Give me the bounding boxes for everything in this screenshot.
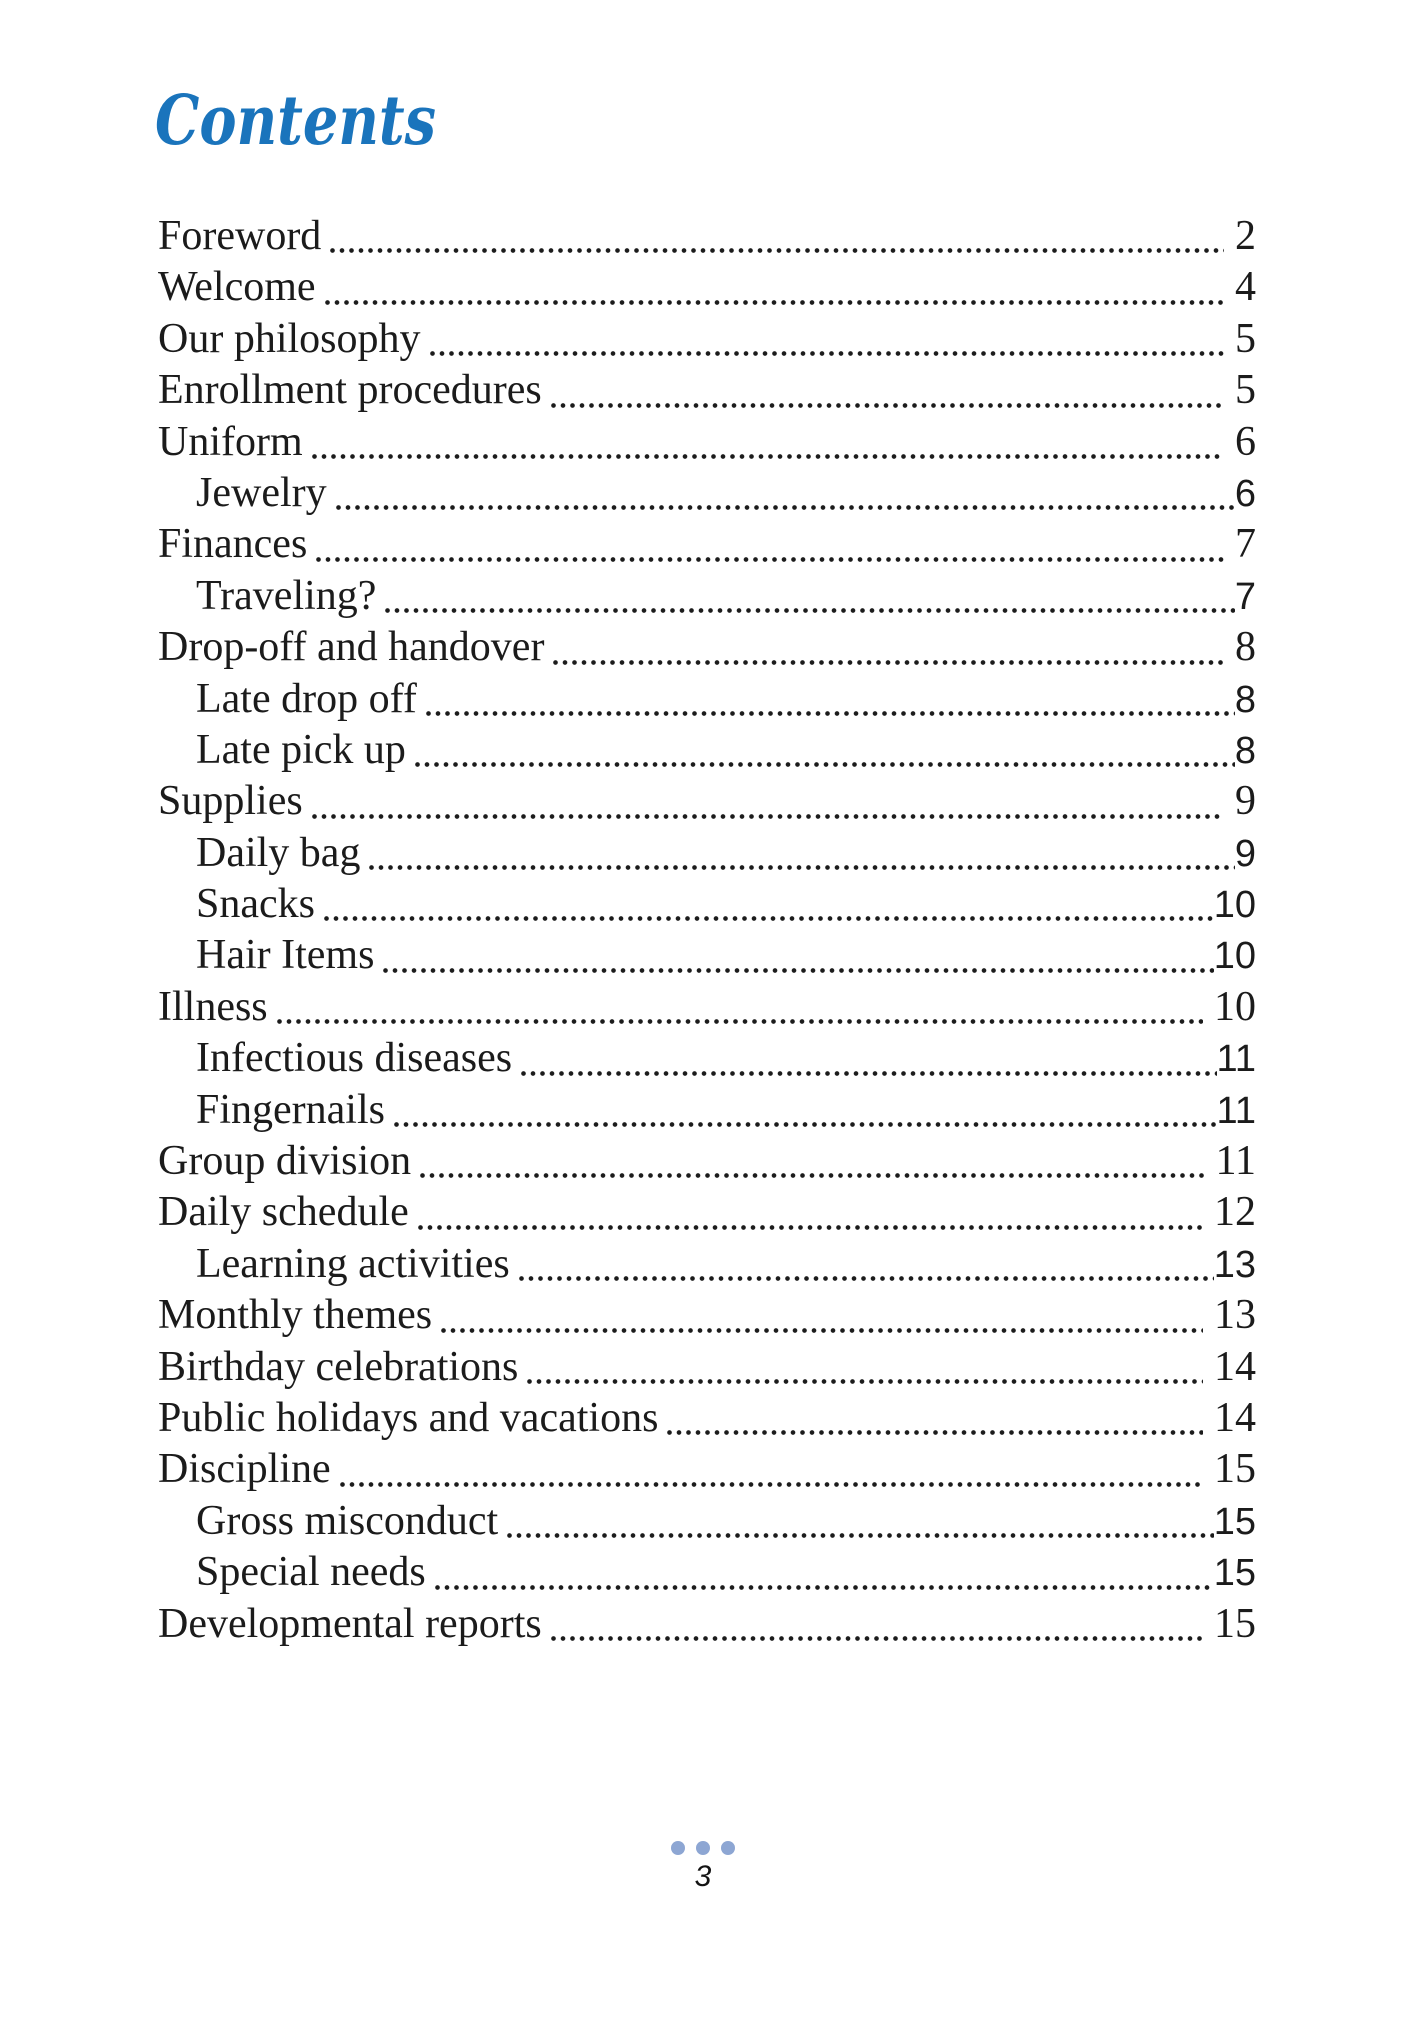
toc-entry-label: Developmental reports	[158, 1600, 542, 1647]
toc-entry[interactable]	[158, 1136, 1256, 1187]
toc-entry-page: 2	[1235, 213, 1256, 259]
page-number: 3	[694, 1860, 712, 1893]
toc-entry-label: Uniform	[158, 418, 303, 465]
dot-leader	[383, 930, 1213, 981]
toc-entry-label: Welcome	[158, 264, 316, 311]
dot-leader	[312, 417, 1224, 468]
toc-entry-label: Infectious diseases	[196, 1035, 513, 1082]
toc-entry-label: Discipline	[158, 1446, 331, 1493]
toc-entry-page: 8	[1234, 678, 1256, 721]
toc-entry-page: 6	[1234, 472, 1256, 515]
dot-leader	[507, 1496, 1214, 1547]
toc-entry-page: 8	[1234, 729, 1256, 772]
toc-entry-label: Gross misconduct	[196, 1497, 499, 1544]
toc-entry[interactable]	[158, 1496, 1256, 1547]
toc-entry-page: 7	[1234, 575, 1256, 618]
toc-entry[interactable]	[158, 1239, 1256, 1290]
dot-leader	[426, 674, 1235, 725]
dot-leader	[385, 571, 1234, 622]
toc-entry-label: Group division	[158, 1138, 412, 1185]
dot-leader	[420, 1136, 1204, 1187]
toc-entry-label: Finances	[158, 521, 308, 568]
toc-entry[interactable]	[158, 314, 1256, 365]
toc-entry[interactable]	[158, 1599, 1256, 1650]
toc-entry-page: 11	[1216, 1038, 1256, 1081]
dot-leader	[394, 1085, 1217, 1136]
toc-entry-page: 11	[1215, 1138, 1256, 1185]
dot-leader	[330, 211, 1224, 262]
page-footer	[0, 1841, 1417, 1892]
toc-entry-page: 13	[1214, 1292, 1256, 1339]
dot-leader	[336, 468, 1235, 519]
toc-entry-label: Monthly themes	[158, 1292, 433, 1339]
footer-dot-icon	[696, 1841, 710, 1855]
toc-entry[interactable]	[158, 571, 1256, 622]
toc-entry-page: 10	[1214, 983, 1256, 1030]
toc-entry-label: Daily bag	[196, 829, 361, 876]
toc-entry-label: Special needs	[196, 1549, 426, 1596]
toc-entry-label: Learning activities	[196, 1240, 510, 1287]
toc-entry-label: Public holidays and vacations	[158, 1394, 659, 1441]
toc-entry-label: Our philosophy	[158, 315, 421, 362]
toc-entry-label: Jewelry	[196, 469, 327, 516]
toc-entry[interactable]	[158, 674, 1256, 725]
toc-entry[interactable]	[158, 1290, 1256, 1341]
toc-entry-label: Snacks	[196, 881, 315, 928]
dot-leader	[667, 1393, 1203, 1444]
toc-entry-page: 7	[1235, 521, 1256, 568]
footer-ornament	[671, 1841, 735, 1855]
toc-entry-page: 15	[1213, 1500, 1256, 1543]
dot-leader	[435, 1547, 1214, 1598]
toc-entry-page: 12	[1214, 1189, 1256, 1236]
toc-entry-label: Traveling?	[196, 572, 377, 619]
page-title: Contents	[155, 81, 437, 161]
dot-leader	[316, 519, 1224, 570]
table-of-contents	[158, 211, 1256, 1650]
toc-entry-label: Late drop off	[196, 675, 417, 722]
toc-entry-label: Illness	[158, 983, 268, 1030]
toc-entry-label: Birthday celebrations	[158, 1343, 519, 1390]
dot-leader	[519, 1239, 1214, 1290]
toc-entry-page: 9	[1234, 832, 1256, 875]
toc-entry[interactable]	[158, 417, 1256, 468]
dot-leader	[441, 1290, 1203, 1341]
dot-leader	[521, 1033, 1216, 1084]
toc-entry-label: Fingernails	[196, 1086, 385, 1133]
toc-entry-page: 10	[1213, 884, 1256, 927]
toc-entry[interactable]	[158, 519, 1256, 570]
toc-entry[interactable]	[158, 1187, 1256, 1238]
toc-entry[interactable]	[158, 879, 1256, 930]
toc-entry-page: 15	[1214, 1600, 1256, 1647]
toc-entry[interactable]	[158, 622, 1256, 673]
dot-leader	[551, 1599, 1203, 1650]
toc-entry[interactable]	[158, 1393, 1256, 1444]
toc-entry-label: Daily schedule	[158, 1189, 409, 1236]
toc-entry[interactable]	[158, 930, 1256, 981]
toc-entry[interactable]	[158, 1547, 1256, 1598]
toc-entry[interactable]	[158, 828, 1256, 879]
toc-entry[interactable]	[158, 1342, 1256, 1393]
toc-entry-page: 15	[1213, 1552, 1256, 1595]
dot-leader	[277, 982, 1203, 1033]
toc-entry-page: 14	[1214, 1343, 1256, 1390]
dot-leader	[324, 879, 1214, 930]
toc-entry-page: 6	[1235, 418, 1256, 465]
dot-leader	[369, 828, 1234, 879]
toc-entry[interactable]	[158, 1033, 1256, 1084]
toc-entry[interactable]	[158, 468, 1256, 519]
toc-entry-label: Supplies	[158, 778, 303, 825]
dot-leader	[551, 365, 1224, 416]
toc-entry[interactable]	[158, 1444, 1256, 1495]
toc-entry-label: Drop-off and handover	[158, 624, 545, 671]
dot-leader	[553, 622, 1224, 673]
toc-entry[interactable]	[158, 262, 1256, 313]
toc-entry-label: Enrollment procedures	[158, 367, 542, 414]
toc-entry[interactable]	[158, 211, 1256, 262]
toc-entry-label: Foreword	[158, 213, 322, 259]
toc-entry[interactable]	[158, 1085, 1256, 1136]
toc-entry-page: 14	[1214, 1394, 1256, 1441]
toc-entry-page: 5	[1235, 315, 1256, 362]
toc-entry-page: 10	[1213, 935, 1256, 978]
toc-entry-label: Late pick up	[196, 726, 406, 773]
toc-entry-page: 5	[1235, 367, 1256, 414]
dot-leader	[312, 776, 1224, 827]
dot-leader	[415, 725, 1235, 776]
toc-entry[interactable]	[158, 365, 1256, 416]
dot-leader	[340, 1444, 1203, 1495]
footer-dot-icon	[721, 1841, 735, 1855]
dot-leader	[430, 314, 1225, 365]
toc-entry[interactable]	[158, 776, 1256, 827]
dot-leader	[325, 262, 1224, 313]
footer-dot-icon	[671, 1841, 685, 1855]
dot-leader	[418, 1187, 1203, 1238]
toc-entry-page: 4	[1235, 264, 1256, 311]
toc-entry[interactable]	[158, 982, 1256, 1033]
toc-entry-page: 13	[1213, 1243, 1256, 1286]
toc-entry-label: Hair Items	[196, 932, 375, 979]
toc-entry-page: 15	[1214, 1446, 1256, 1493]
dot-leader	[527, 1342, 1203, 1393]
toc-entry-page: 11	[1216, 1089, 1256, 1132]
toc-entry-page: 9	[1235, 778, 1256, 825]
toc-entry[interactable]	[158, 725, 1256, 776]
toc-entry-page: 8	[1235, 624, 1256, 671]
